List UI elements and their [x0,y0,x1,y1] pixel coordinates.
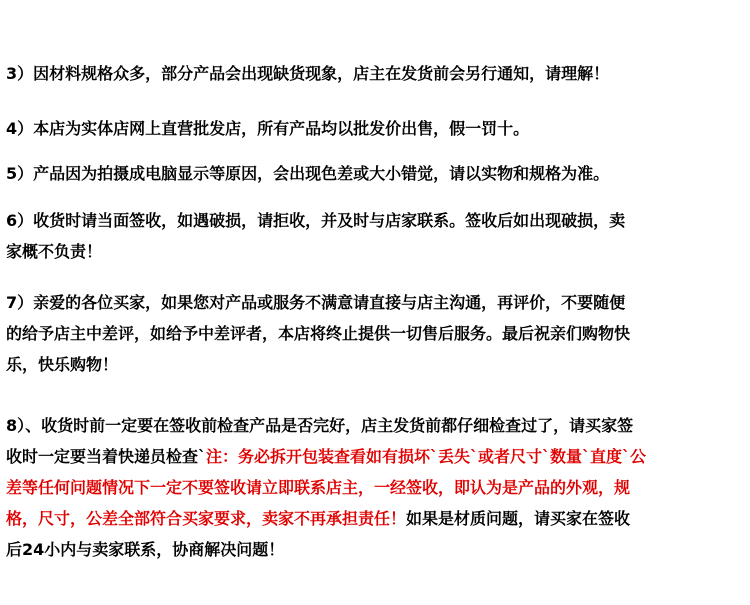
notice-line [6,472,750,503]
notice-text: 后24小内与卖家联系，协商解决问题！ [6,540,285,559]
notice-line [6,503,750,534]
notice-4 [0,113,750,144]
notice-text: 8）、收货时前一定要在签收前检查产品是否完好，店主发货前都仔细检查过了，请买家签 [6,416,634,435]
notice-text: 3）因材料规格众多，部分产品会出现缺货现象，店主在发货前会另行通知，请理解！ [6,64,610,83]
notice-3 [0,58,750,89]
notice-line [6,205,750,236]
notice-line [6,349,750,380]
notice-line [6,158,750,189]
notice-line [6,58,750,89]
notice-7 [0,287,750,380]
notice-line [6,410,750,441]
warning-text: 格，尺寸，公差全部符合买家要求，卖家不再承担责任！ [6,509,407,528]
notice-line [6,441,750,472]
notice-text: 家概不负责！ [6,242,103,261]
notice-text: 的给予店主中差评，如给予中差评者，本店将终止提供一切售后服务。最后祝亲们购物快 [6,324,631,343]
notice-line [6,287,750,318]
notice-5 [0,158,750,189]
notice-line [6,113,750,144]
notice-6 [0,205,750,267]
warning-text: 注：务必拆开包装查看如有损坏`丢失`或者尺寸`数量`直度`公 [206,447,647,466]
notice-text: 乐，快乐购物！ [6,355,119,374]
notice-text: 4）本店为实体店网上直营批发店，所有产品均以批发价出售，假一罚十。 [6,119,530,138]
warning-text: 差等任何问题情况下一定不要签收请立即联系店主，一经签收，即认为是产品的外观，规 [6,478,631,497]
notice-8 [0,410,750,565]
notice-text: 7）亲爱的各位买家，如果您对产品或服务不满意请直接与店主沟通，再评价，不要随便 [6,293,626,312]
notice-text: 5）产品因为拍摄成电脑显示等原因，会出现色差或大小错觉，请以实物和规格为准。 [6,164,610,183]
notice-line [6,236,750,267]
notice-line [6,534,750,565]
notice-text: 收时一定要当着快递员检查` [6,447,207,466]
notice-text: 如果是材质问题，请买家在签收 [406,509,631,528]
notice-line [6,318,750,349]
notice-text: 6）收货时请当面签收，如遇破损，请拒收，并及时与店家联系。签收后如出现破损，卖 [6,211,626,230]
